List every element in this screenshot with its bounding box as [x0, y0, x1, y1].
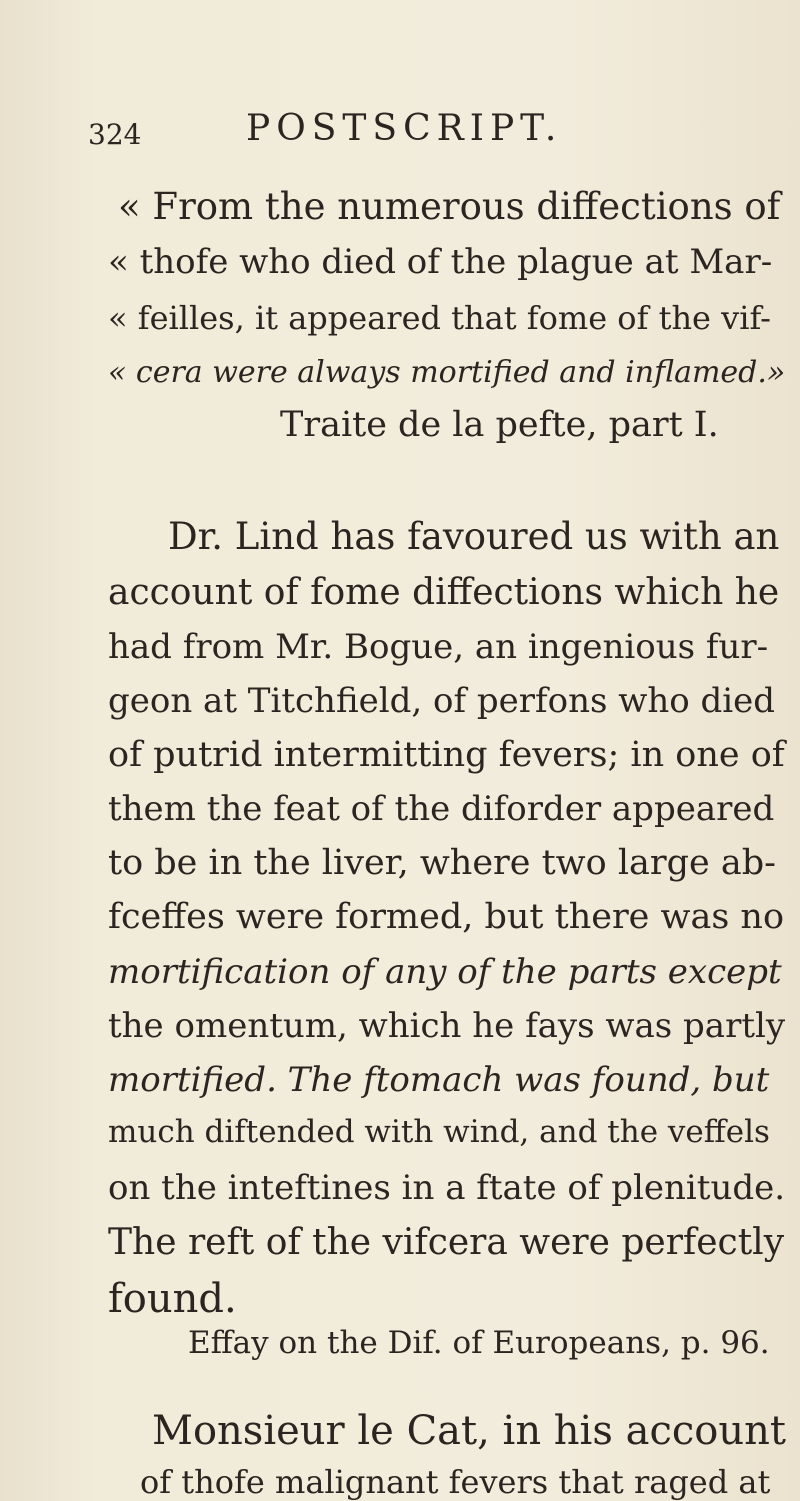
quote-line-3: « feilles, it appeared that fome of the vif-	[108, 299, 771, 337]
lind-line-11: mortified. The ftomach was found, but	[108, 1060, 770, 1100]
lind-line-15: found.	[108, 1276, 237, 1322]
quote-line-4: « cera were always mortified and inflamed.»	[108, 355, 786, 390]
monsieur-line-1: Monsieur le Cat, in his account	[152, 1408, 786, 1454]
lind-line-10: the omentum, which he fays was partly	[108, 1006, 786, 1046]
monsieur-line-2: of thofe malignant fevers that raged at	[140, 1463, 771, 1501]
lind-line-14: The reft of the vifcera were perfectly	[108, 1222, 785, 1263]
quote-line-2: « thofe who died of the plague at Mar-	[108, 242, 773, 282]
page-number: 324	[88, 118, 142, 151]
lind-line-7: to be in the liver, where two large ab-	[108, 843, 776, 883]
running-head: POSTSCRIPT.	[246, 108, 563, 149]
lind-line-8: fceffes were formed, but there was no	[108, 897, 785, 937]
quote-line-1: « From the numerous diffections of	[118, 185, 781, 228]
lind-line-13: on the inteftines in a ftate of plenitude.	[108, 1168, 786, 1208]
lind-source: Effay on the Dif. of Europeans, p. 96.	[188, 1325, 770, 1361]
quote-source: Traite de la pefte, part I.	[280, 405, 719, 445]
lind-line-9: mortification of any of the parts except	[108, 952, 782, 992]
page-header	[88, 108, 728, 158]
lind-line-3: had from Mr. Bogue, an ingenious fur-	[108, 627, 769, 667]
lind-line-1: Dr. Lind has favoured us with an	[168, 515, 780, 558]
lind-line-6: them the feat of the diforder appeared	[108, 789, 775, 829]
lind-line-5: of putrid intermitting fevers; in one of	[108, 735, 785, 775]
lind-line-2: account of fome diffections which he	[108, 572, 780, 613]
lind-line-4: geon at Titchfield, of perfons who died	[108, 681, 776, 721]
lind-line-12: much diftended with wind, and the veffels	[108, 1114, 770, 1150]
